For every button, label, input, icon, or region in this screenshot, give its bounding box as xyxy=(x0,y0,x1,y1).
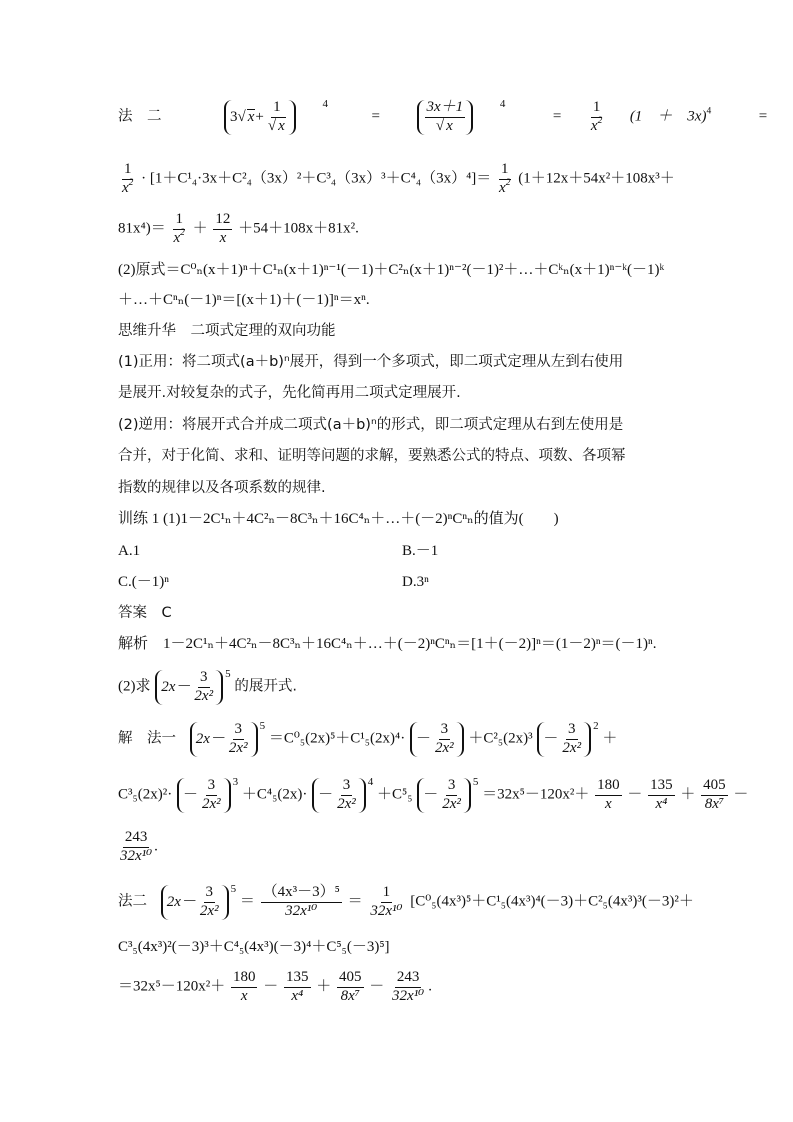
part-2-line xyxy=(118,263,664,278)
den-exp: 2 xyxy=(505,177,511,188)
numerator: 1 xyxy=(173,212,185,230)
bracket-expression xyxy=(312,778,366,813)
numerator: 3 xyxy=(206,778,218,796)
plus-sign: ＋ xyxy=(316,978,332,995)
fraction xyxy=(368,885,404,920)
denominator: 32x¹⁰ xyxy=(120,847,153,864)
fraction xyxy=(648,778,675,813)
numerator: 12 xyxy=(213,212,232,230)
period: . xyxy=(428,978,432,995)
denominator: x xyxy=(240,987,248,1004)
question-text: 训练 1 (1)1－2C¹ₙ＋4C²ₙ－8C³ₙ＋16C⁴ₙ＋…＋(－2)ⁿCⁿₙ的值为( ) xyxy=(118,511,559,527)
fraction xyxy=(231,970,258,1005)
minus-sign: － xyxy=(318,786,334,803)
numerator: 405 xyxy=(337,970,364,988)
plus-sign: ＋ xyxy=(192,220,208,237)
paragraph-text: (1)正用：将二项式(a＋b)ⁿ展开，得到一个多项式，即二项式定理从左到右使用 xyxy=(118,354,624,370)
equals-sign: = xyxy=(552,108,562,125)
expression-text: ＋…＋Cⁿₙ(－1)ⁿ＝[(x＋1)＋(－1)]ⁿ＝xⁿ. xyxy=(118,292,370,308)
numerator: （4x³－3）⁵ xyxy=(261,885,342,903)
numerator: 1 xyxy=(271,100,283,118)
expression-text: ＋C⁴₅(2x)· xyxy=(241,786,308,803)
fraction xyxy=(118,830,154,865)
analysis-line xyxy=(118,637,657,652)
denominator: 8x⁷ xyxy=(340,987,360,1004)
radicand: x xyxy=(446,117,453,134)
minus-sign: － xyxy=(182,786,198,803)
fraction xyxy=(595,778,622,813)
expression-text: ＝32x⁵－120x²＋ xyxy=(118,978,226,995)
denominator xyxy=(434,118,456,135)
summary-heading xyxy=(118,324,336,339)
fraction xyxy=(284,970,311,1005)
expression-text: (2)原式＝C⁰ₙ(x＋1)ⁿ＋C¹ₙ(x＋1)ⁿ⁻¹(－1)＋C²ₙ(x＋1)ⁿ⁻²(－1)²＋…＋Cᵏₙ(x＋1)ⁿ⁻ᵏ(－1)ᵏ xyxy=(118,262,665,278)
coef-3: 3 xyxy=(230,108,238,125)
den-base: x xyxy=(173,229,181,246)
exponent: 5 xyxy=(225,667,231,680)
numerator: 3 xyxy=(198,670,210,688)
option-b xyxy=(402,544,438,559)
forward-use-line-2 xyxy=(118,386,461,401)
expression-text: ＝32x⁵－120x²＋ xyxy=(482,786,590,803)
denominator: 2x² xyxy=(442,795,461,812)
fraction xyxy=(497,162,512,197)
question-tail: 的展开式. xyxy=(234,678,297,695)
expression-text: [1＋C¹₄·3x＋C²₄（3x）²＋C³₄（3x）³＋C⁴₄（3x）⁴]＝ xyxy=(149,170,492,187)
solution-method-two xyxy=(118,882,694,920)
method-label: 法二 xyxy=(118,893,147,910)
denominator: 32x¹⁰ xyxy=(370,902,403,919)
exponent: 5 xyxy=(259,719,266,732)
fraction xyxy=(171,212,186,247)
option-text: C.(－1)ⁿ xyxy=(118,574,169,590)
numerator: 1 xyxy=(499,162,511,180)
minus-sign: － xyxy=(543,730,559,747)
plus-sign: + xyxy=(255,108,264,125)
numerator: 1 xyxy=(122,162,134,180)
exponent: 2 xyxy=(593,719,599,732)
fraction xyxy=(198,885,221,920)
expression-text: (1 ＋ 3x) xyxy=(629,108,707,125)
paragraph-text: 指数的规律以及各项系数的规律. xyxy=(118,480,326,496)
exercise-question xyxy=(118,512,559,527)
sqrt-icon: √ xyxy=(237,108,246,125)
numerator: 243 xyxy=(395,970,422,988)
fraction xyxy=(337,970,364,1005)
den-base: x xyxy=(499,179,506,196)
denominator: x xyxy=(605,795,612,812)
den-exp: 2 xyxy=(180,227,185,238)
method-two-line xyxy=(118,97,768,135)
expansion-line xyxy=(118,162,675,197)
denominator: x⁴ xyxy=(291,987,304,1004)
fraction xyxy=(433,722,456,757)
option-c xyxy=(118,575,169,590)
fraction xyxy=(425,100,466,135)
minus-sign: － xyxy=(733,786,749,803)
denominator: x⁴ xyxy=(655,795,668,812)
denominator: 2x² xyxy=(435,739,454,756)
expression-text: ＋54＋108x＋81x². xyxy=(238,220,359,237)
question-2 xyxy=(118,667,297,705)
solution-continuation xyxy=(118,775,749,813)
fraction xyxy=(701,778,728,813)
numerator: 135 xyxy=(284,970,311,988)
reverse-use-line xyxy=(118,418,623,433)
denominator: 2x² xyxy=(562,739,582,756)
answer-line xyxy=(118,606,172,621)
fraction xyxy=(390,970,426,1005)
numerator: 3x＋1 xyxy=(425,100,466,118)
radicand: x xyxy=(278,117,285,134)
solution-tail xyxy=(118,830,158,865)
den-base: x xyxy=(590,117,598,134)
expression-text: 2x－ xyxy=(195,730,225,747)
denominator: 2x² xyxy=(194,687,214,704)
expression-text: ＋C²₅(2x)³ xyxy=(468,730,533,747)
exponent: 3 xyxy=(232,775,239,788)
fraction xyxy=(120,162,135,197)
denominator: 2x² xyxy=(201,795,221,812)
analysis-text: 解析 1－2C¹ₙ＋4C²ₙ－8C³ₙ＋16C⁴ₙ＋…＋(－2)ⁿCⁿₙ＝[1＋(－2)]ⁿ＝(1－2)ⁿ＝(－1)ⁿ. xyxy=(118,636,657,652)
sqrt-icon: √ xyxy=(435,117,445,134)
den-exp: 2 xyxy=(597,115,603,126)
numerator: 243 xyxy=(123,830,150,848)
numerator: 1 xyxy=(591,100,603,118)
expression-text: C³₅(4x³)²(－3)³＋C⁴₅(4x³)(－3)⁴＋C⁵₅(－3)⁵] xyxy=(118,939,390,955)
method-two-continuation xyxy=(118,940,390,955)
paragraph-text: 是展开.对较复杂的式子，先化简再用二项式定理展开. xyxy=(118,385,461,401)
denominator: 2x² xyxy=(337,795,356,812)
answer-text: 答案 C xyxy=(118,605,172,621)
minus-sign: － xyxy=(423,786,439,803)
denominator xyxy=(266,118,288,135)
equals-sign: ＝ xyxy=(347,893,363,910)
option-text: B.－1 xyxy=(402,543,439,559)
minus-sign: － xyxy=(416,730,432,747)
denominator xyxy=(497,177,512,197)
plus-sign: ＋ xyxy=(602,730,618,747)
result-line xyxy=(118,212,359,247)
denominator xyxy=(171,227,186,247)
forward-use-line xyxy=(118,355,623,370)
denominator: 8x⁷ xyxy=(704,795,725,812)
expression-text: (1＋12x＋54x²＋108x³＋ xyxy=(518,170,675,187)
den-base: x xyxy=(122,179,129,196)
bracket-expression xyxy=(161,885,229,920)
method-label: 法 二 xyxy=(118,108,162,125)
fraction xyxy=(213,212,232,247)
fraction xyxy=(192,670,215,705)
exponent: 4 xyxy=(367,775,374,788)
expression-text: 2x－ xyxy=(161,678,191,695)
option-d xyxy=(402,575,429,590)
denominator: 2x² xyxy=(199,902,219,919)
expression-text: [C⁰₅(4x³)⁵＋C¹₅(4x³)⁴(－3)＋C²₅(4x³)³(－3)²＋ xyxy=(410,893,694,910)
fraction xyxy=(261,885,342,920)
heading-text: 思维升华 二项式定理的双向功能 xyxy=(118,323,336,339)
option-text: D.3ⁿ xyxy=(402,574,429,590)
option-a xyxy=(118,544,140,559)
exponent: 4 xyxy=(499,97,506,110)
numerator: 180 xyxy=(231,970,258,988)
bracket-expression xyxy=(155,670,223,705)
plus-sign: ＋ xyxy=(680,786,696,803)
exponent: 5 xyxy=(472,775,479,788)
den-exp: 2 xyxy=(128,177,134,188)
minus-sign: － xyxy=(627,786,643,803)
minus-sign: － xyxy=(369,978,385,995)
denominator xyxy=(120,177,135,197)
method-label: 解 法一 xyxy=(118,730,176,747)
denominator: 2x² xyxy=(228,739,248,756)
bracket-expression xyxy=(537,722,591,757)
final-result xyxy=(118,970,432,1005)
expression-text: ＋C⁵₅ xyxy=(377,786,413,803)
part-2-continuation xyxy=(118,293,370,308)
paragraph-text: 合并，对于化简、求和、证明等问题的求解，要熟悉公式的特点、项数、各项幂 xyxy=(118,448,626,464)
denominator: 32x¹⁰ xyxy=(392,987,425,1004)
numerator: 3 xyxy=(204,885,216,903)
fraction xyxy=(266,100,288,135)
fraction xyxy=(440,778,463,813)
denominator: 32x¹⁰ xyxy=(285,902,318,919)
minus-sign: － xyxy=(263,978,279,995)
bracket-expression xyxy=(417,778,471,813)
exponent: 5 xyxy=(230,882,237,895)
solution-method-one xyxy=(118,719,618,757)
numerator: 3 xyxy=(446,778,458,796)
dot: · xyxy=(141,170,147,187)
equals-sign: ＝ xyxy=(239,893,255,910)
numerator: 405 xyxy=(701,778,728,796)
fraction xyxy=(589,100,604,135)
period: . xyxy=(154,838,158,855)
reverse-use-line-3 xyxy=(118,481,326,496)
bracket-expression xyxy=(417,100,474,135)
exponent: 4 xyxy=(706,106,712,117)
numerator: 3 xyxy=(341,778,353,796)
fraction xyxy=(227,722,250,757)
equals-sign: = xyxy=(371,108,380,125)
numerator: 180 xyxy=(595,778,622,796)
fraction xyxy=(200,778,223,813)
expression-text: C³₅(2x)²· xyxy=(118,786,173,803)
exponent: 4 xyxy=(322,97,329,110)
fraction xyxy=(335,778,358,813)
denominator xyxy=(589,115,604,135)
numerator: 135 xyxy=(648,778,675,796)
radicand: x xyxy=(247,109,255,126)
bracket-expression xyxy=(224,100,296,135)
bracket-expression xyxy=(190,722,258,757)
sqrt-icon: √ xyxy=(267,117,277,134)
question-head: (2)求 xyxy=(118,678,151,695)
option-text: A.1 xyxy=(118,543,141,559)
bracket-expression xyxy=(410,722,464,757)
numerator: 3 xyxy=(439,722,451,740)
numerator: 3 xyxy=(566,722,578,740)
expression-text: ＝C⁰₅(2x)⁵＋C¹₅(2x)⁴· xyxy=(268,730,406,747)
expression-text: 2x－ xyxy=(166,893,196,910)
expression-text: 81x⁴)＝ xyxy=(118,220,166,237)
equals-sign: = xyxy=(758,108,768,125)
numerator: 1 xyxy=(381,885,393,903)
fraction xyxy=(560,722,583,757)
denominator: x xyxy=(219,229,227,246)
reverse-use-line-2 xyxy=(118,449,626,464)
numerator: 3 xyxy=(233,722,245,740)
paragraph-text: (2)逆用：将展开式合并成二项式(a＋b)ⁿ的形式，即二项式定理从右到左使用是 xyxy=(118,417,624,433)
bracket-expression xyxy=(177,778,231,813)
